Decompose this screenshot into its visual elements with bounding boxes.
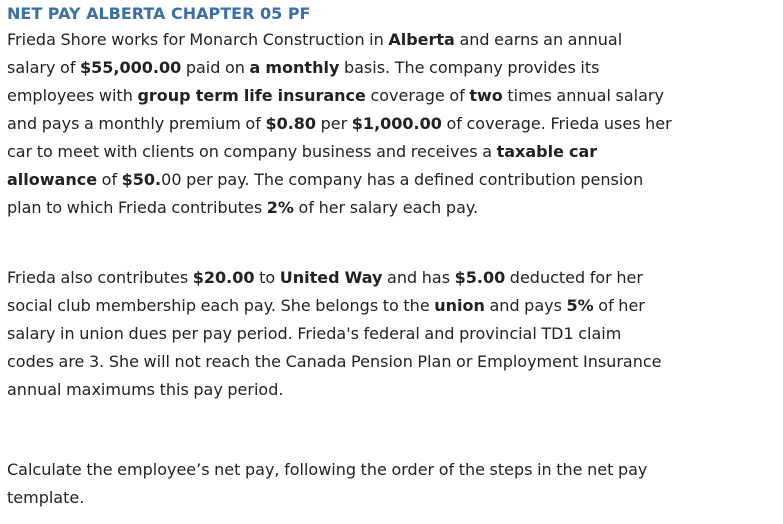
text-line xyxy=(7,166,777,194)
text-run: salary in union dues per pay period. Frieda's federal and provincial TD1 claim xyxy=(7,324,622,343)
text-run: coverage of xyxy=(365,86,470,105)
text-run: annual maximums this pay period. xyxy=(7,380,284,399)
document-title: NET PAY ALBERTA CHAPTER 05 PF xyxy=(7,4,311,23)
text-run: per xyxy=(316,114,352,133)
text-run: 00 per pay. The company has a defined contribution pension xyxy=(161,170,644,189)
text-run: and pays a monthly premium of xyxy=(7,114,266,133)
text-line xyxy=(7,138,777,166)
text-run: times annual salary xyxy=(502,86,664,105)
text-run: and earns an annual xyxy=(454,30,623,49)
emphasized-text: $5.00 xyxy=(454,268,506,287)
text-run: of xyxy=(97,170,122,189)
text-line xyxy=(7,194,777,222)
emphasized-text: union xyxy=(434,296,485,315)
text-run: plan to which Frieda contributes xyxy=(7,198,267,217)
emphasized-text: $1,000.00 xyxy=(351,114,442,133)
text-run: basis. The company provides its xyxy=(339,58,600,77)
emphasized-text: taxable car xyxy=(496,142,598,161)
emphasized-text: Alberta xyxy=(388,30,455,49)
text-run: of coverage. Frieda uses her xyxy=(441,114,672,133)
text-run: of her xyxy=(593,296,645,315)
text-run: salary of xyxy=(7,58,81,77)
text-run: Calculate the employee’s net pay, following the order of the steps in the net pay xyxy=(7,460,648,479)
text-run: codes are 3. She will not reach the Canada Pension Plan or Employment Insurance xyxy=(7,352,662,371)
emphasized-text: $50. xyxy=(121,170,162,189)
paragraph-spacer xyxy=(7,222,783,264)
text-line xyxy=(7,26,777,54)
text-run: car to meet with clients on company business and receives a xyxy=(7,142,497,161)
paragraph-spacer xyxy=(7,404,783,456)
emphasized-text: allowance xyxy=(7,170,98,189)
text-line xyxy=(7,110,777,138)
emphasized-text: a monthly xyxy=(249,58,340,77)
text-line xyxy=(7,82,777,110)
paragraph-deductions xyxy=(7,264,777,404)
paragraph-instruction xyxy=(7,456,777,512)
text-run: to xyxy=(254,268,280,287)
text-run: paid on xyxy=(181,58,250,77)
text-run: template. xyxy=(7,488,85,507)
emphasized-text: group term life insurance xyxy=(137,86,366,105)
emphasized-text: $0.80 xyxy=(265,114,317,133)
text-line xyxy=(7,484,777,512)
text-line xyxy=(7,54,777,82)
text-run: social club membership each pay. She belongs to the xyxy=(7,296,435,315)
emphasized-text: $55,000.00 xyxy=(80,58,182,77)
text-run: and pays xyxy=(484,296,567,315)
text-run: employees with xyxy=(7,86,138,105)
text-line xyxy=(7,292,777,320)
text-line xyxy=(7,348,777,376)
emphasized-text: United Way xyxy=(279,268,383,287)
text-line xyxy=(7,264,777,292)
emphasized-text: 5% xyxy=(566,296,594,315)
text-line xyxy=(7,456,777,484)
text-run: deducted for her xyxy=(505,268,643,287)
text-run: and has xyxy=(382,268,455,287)
text-line xyxy=(7,320,777,348)
text-run: Frieda Shore works for Monarch Construction in xyxy=(7,30,389,49)
text-run: Frieda also contributes xyxy=(7,268,193,287)
emphasized-text: $20.00 xyxy=(192,268,255,287)
text-run: of her salary each pay. xyxy=(293,198,479,217)
paragraph-employee-details xyxy=(7,26,777,222)
emphasized-text: 2% xyxy=(266,198,294,217)
text-line xyxy=(7,376,777,404)
emphasized-text: two xyxy=(469,86,503,105)
